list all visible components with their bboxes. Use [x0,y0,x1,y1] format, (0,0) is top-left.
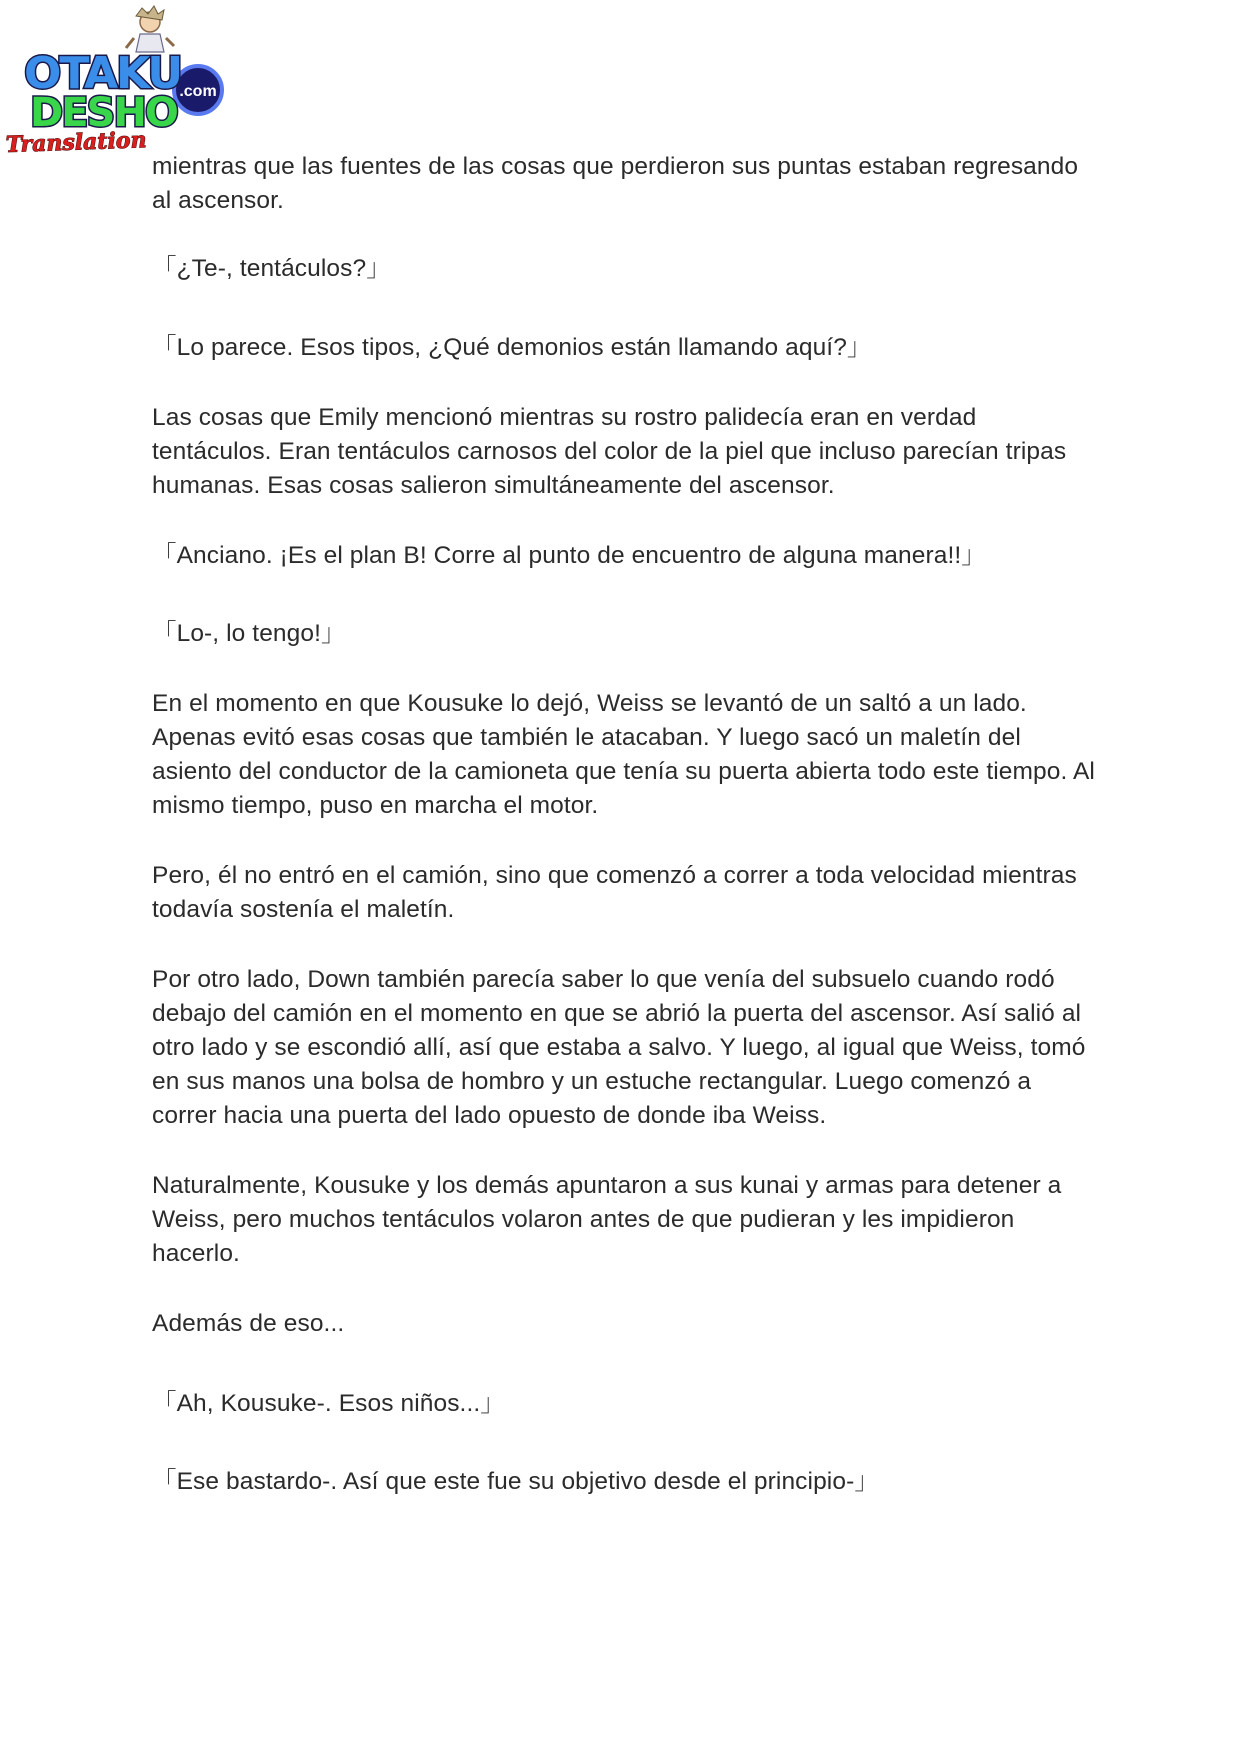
logo-suffix: .com [179,83,217,100]
site-logo [2,4,228,162]
logo-line2: DESHO [30,90,177,136]
paragraph: mientras que las fuentes de las cosas que perdieron sus puntas estaban regresando al ascensor. [152,153,1079,214]
logo-line1: OTAKU [24,48,182,99]
paragraph: Las cosas que Emily mencionó mientras su rostro palidecía eran en verdad tentáculos. Eran tentáculos carnosos del color de la piel que incluso parecían tripas humanas. Esas cosas salieron simultáneamente del ascensor. [152,404,1067,499]
document-body [152,150,1102,1499]
paragraph: Por otro lado, Down también parecía saber lo que venía del subsuelo cuando rodó debajo del camión en el momento en que se abrió la puerta del ascensor. Así salió al otro lado y se escondió allí, así que estaba a salvo. Y luego, al igual que Weiss, tomó en sus manos una bolsa de hombro y un estuche rectangular. Luego comenzó a correr hacia una puerta del lado opuesto de donde iba Weiss. [152,966,1086,1129]
dialogue-line: 「Lo-, lo tengo!」 [152,620,346,647]
dialogue-line: 「Ah, Kousuke-. Esos niños...」 [152,1390,505,1417]
paragraph: Además de eso... [152,1310,345,1337]
paragraph: Naturalmente, Kousuke y los demás apuntaron a sus kunai y armas para detener a Weiss, pero muchos tentáculos volaron antes de que pudieran y les impidieron hacerlo. [152,1172,1062,1267]
logo-script: Translation [5,127,147,158]
dialogue-line: 「Lo parece. Esos tipos, ¿Qué demonios están llamando aquí?」 [152,334,872,361]
dialogue-line: 「¿Te-, tentáculos?」 [152,255,391,282]
paragraph: En el momento en que Kousuke lo dejó, Weiss se levantó de un saltó a un lado. Apenas evitó esas cosas que también le atacaban. Y luego sacó un maletín del asiento del conductor de la camioneta que tenía su puerta abierta todo este tiempo. Al mismo tiempo, puso en marcha el motor. [152,690,1095,819]
dialogue-line: 「Anciano. ¡Es el plan B! Corre al punto de encuentro de alguna manera!!」 [152,542,986,569]
dialogue-line: 「Ese bastardo-. Así que este fue su objetivo desde el principio-」 [152,1468,879,1495]
domain-badge [174,66,222,114]
paragraph: Pero, él no entró en el camión, sino que comenzó a correr a toda velocidad mientras todavía sostenía el maletín. [152,862,1077,923]
mascot-icon [126,6,174,52]
